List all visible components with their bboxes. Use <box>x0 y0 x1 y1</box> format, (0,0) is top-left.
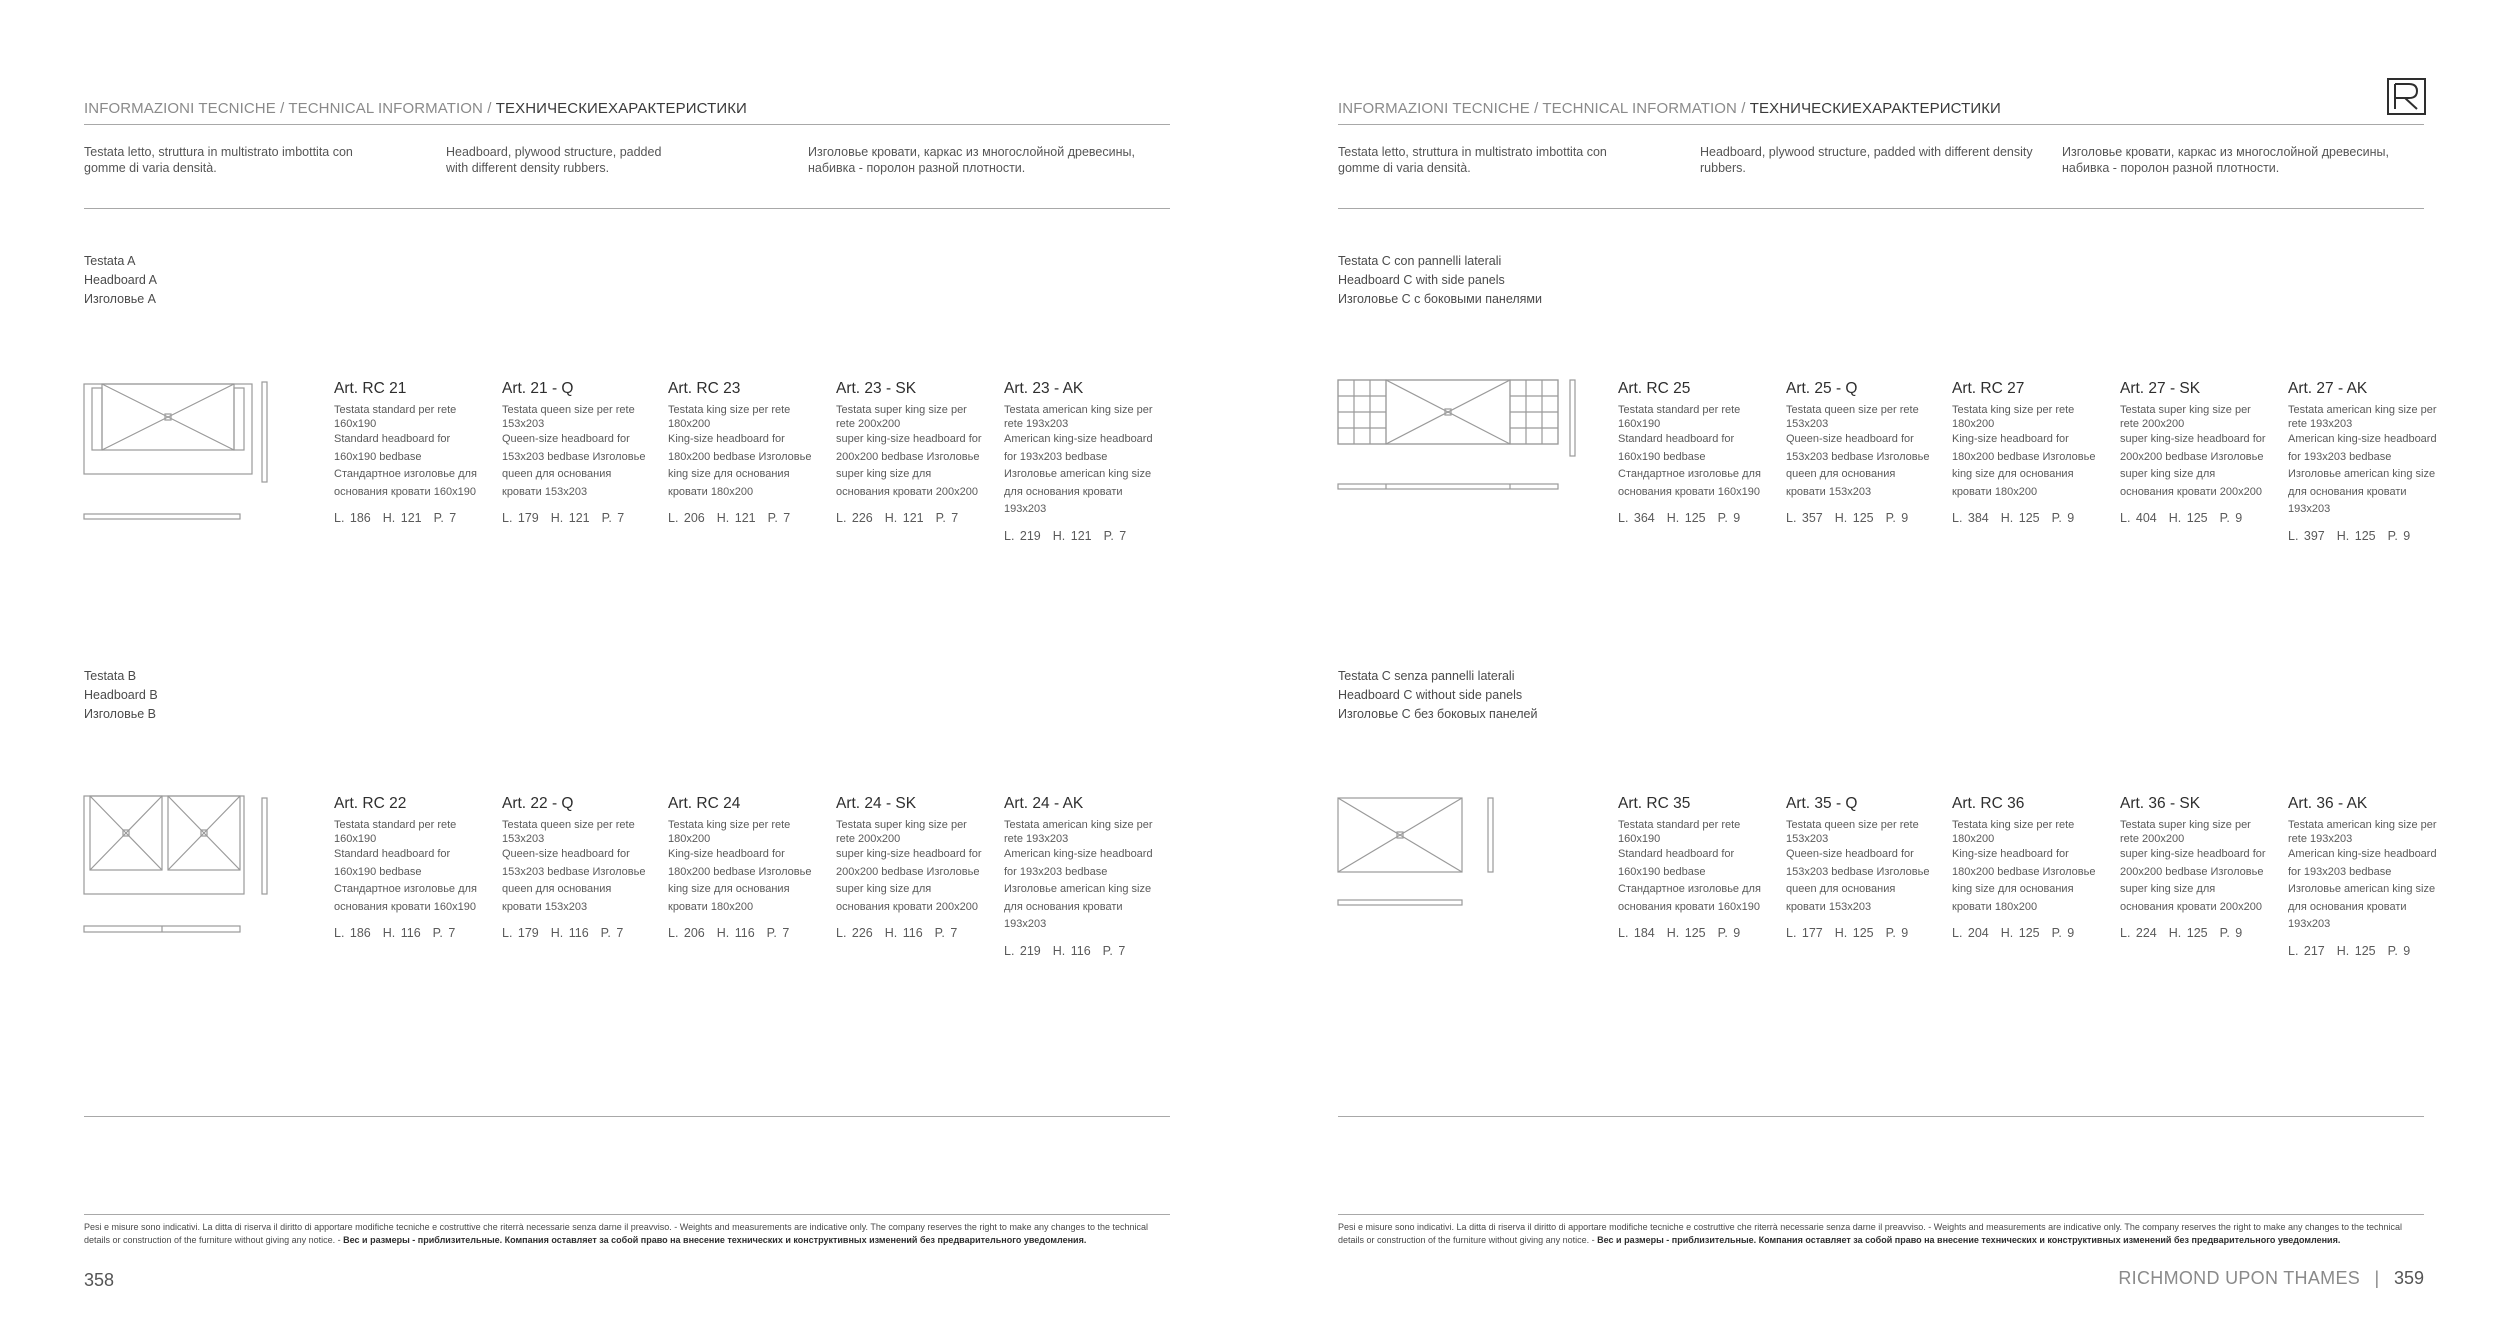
intro-it: Testata letto, struttura in multistrato imbottita con gomme di varia densità. <box>1338 145 1607 175</box>
article-title: Art. 36 - AK <box>2288 795 2368 812</box>
section-label-d <box>1338 667 1537 724</box>
article-dims <box>1786 926 1936 940</box>
article-desc-it: Testata queen size per rete 153x203 <box>1786 819 1919 845</box>
article-desc-it: Testata queen size per rete 153x203 <box>1786 404 1919 430</box>
article-title: Art. 23 - AK <box>1004 380 1084 397</box>
article-title: Art. RC 35 <box>1618 795 1691 812</box>
article-dims <box>668 511 818 525</box>
article-desc-it: Testata king size per rete 180x200 <box>1952 404 2075 430</box>
article-desc: King-size headboard for 180x200 bedbase Изголовье king size для основания кровати 180x200 <box>668 433 812 498</box>
dimension-value: L. 384 <box>1952 511 1989 526</box>
article-rc-23 <box>668 380 818 525</box>
article-title: Art. 27 - SK <box>2120 380 2201 397</box>
intro-divider <box>1338 208 2424 209</box>
dimension-value: P. 7 <box>433 511 457 526</box>
article-desc: Standard headboard for 160x190 bedbase Стандартное изголовье для основания кровати 160x190 <box>334 433 477 498</box>
dimension-value: H. 121 <box>1052 528 1092 543</box>
article-desc-it: Testata standard per rete 160x190 <box>334 819 457 845</box>
article-title: Art. 36 - SK <box>2120 795 2201 812</box>
article-desc: Queen-size headboard for 153x203 bedbase Изголовье queen для основания кровати 153x203 <box>502 433 646 498</box>
dimension-value: L. 206 <box>668 511 705 526</box>
dimension-value: H. 125 <box>2000 926 2040 941</box>
article-dims <box>334 511 484 525</box>
article-title: Art. 35 - Q <box>1786 795 1858 812</box>
article-desc: Queen-size headboard for 153x203 bedbase Изголовье queen для основания кровати 153x203 <box>1786 848 1930 913</box>
article-35-q <box>1786 795 1936 940</box>
dimension-value: P. 9 <box>2051 511 2075 526</box>
section-a-articles <box>0 380 1250 550</box>
dimension-value: H. 125 <box>2336 943 2376 958</box>
label-it: Testata C con pannelli laterali <box>1338 254 1502 268</box>
footnote-text-ru: Вес и размеры - приблизительные. Компания оставляет за собой право на внесение технических и конструктивных изменений без предварительного уведомления. <box>343 1235 1087 1245</box>
dimension-value: P. 9 <box>1717 511 1741 526</box>
dimension-value: H. 121 <box>716 511 756 526</box>
dimension-value: P. 9 <box>2387 528 2411 543</box>
article-23-ak <box>1004 380 1154 543</box>
article-rc-35 <box>1618 795 1768 940</box>
article-title: Art. RC 24 <box>668 795 741 812</box>
article-title: Art. 25 - Q <box>1786 380 1858 397</box>
article-dims <box>1618 511 1768 525</box>
footnote-divider <box>84 1214 1170 1215</box>
label-it: Testata A <box>84 254 136 268</box>
dimension-value: L. 364 <box>1618 511 1655 526</box>
article-desc: super king-size headboard for 200x200 bedbase Изголовье super king size для основания кровати 200x200 <box>836 433 982 498</box>
section-label-c <box>1338 252 1542 309</box>
section-label-a <box>84 252 157 309</box>
dimension-value: P. 9 <box>2219 926 2243 941</box>
dimension-value: H. 121 <box>884 511 924 526</box>
article-desc-it: Testata super king size per rete 200x200 <box>836 404 967 430</box>
label-it: Testata C senza pannelli laterali <box>1338 669 1515 683</box>
dimension-value: H. 121 <box>382 511 422 526</box>
dimension-value: H. 125 <box>1834 926 1874 941</box>
article-desc-it: Testata american king size per rete 193x203 <box>2288 819 2437 845</box>
article-dims <box>836 511 986 525</box>
article-dims <box>502 926 652 940</box>
footnote <box>1338 1221 2428 1247</box>
dimension-value: H. 116 <box>884 926 923 941</box>
footnote-text-ru: Вес и размеры - приблизительные. Компания оставляет за собой право на внесение технических и конструктивных изменений без предварительного уведомления. <box>1597 1235 2341 1245</box>
dimension-value: L. 186 <box>334 511 371 526</box>
article-desc: Standard headboard for 160x190 bedbase Стандартное изголовье для основания кровати 160x190 <box>1618 433 1761 498</box>
dimension-value: P. 7 <box>935 511 959 526</box>
article-rc-27 <box>1952 380 2102 525</box>
header-title-ru: ТЕХНИЧЕСКИЕХАРАКТЕРИСТИКИ <box>1749 100 2001 117</box>
article-dims <box>668 926 818 940</box>
article-dims <box>1952 511 2102 525</box>
article-desc-it: Testata super king size per rete 200x200 <box>836 819 967 845</box>
article-dims <box>1618 926 1768 940</box>
article-title: Art. 21 - Q <box>502 380 574 397</box>
article-desc-it: Testata standard per rete 160x190 <box>334 404 457 430</box>
dimension-value: L. 219 <box>1004 528 1041 543</box>
dimension-value: L. 404 <box>2120 511 2157 526</box>
dimension-value: H. 116 <box>382 926 421 941</box>
article-dims <box>502 511 652 525</box>
article-desc: Queen-size headboard for 153x203 bedbase Изголовье queen для основания кровати 153x203 <box>1786 433 1930 498</box>
section-label-b <box>84 667 158 724</box>
dimension-value: P. 9 <box>2051 926 2075 941</box>
article-dims <box>2120 926 2270 940</box>
dimension-value: H. 125 <box>2168 926 2208 941</box>
dimension-value: H. 125 <box>1666 926 1706 941</box>
article-21-q <box>502 380 652 525</box>
article-desc-it: Testata standard per rete 160x190 <box>1618 819 1741 845</box>
article-desc-it: Testata king size per rete 180x200 <box>668 404 791 430</box>
right-page <box>1250 0 2500 1334</box>
article-dims <box>2288 529 2438 543</box>
dimension-value: H. 125 <box>1834 511 1874 526</box>
dimension-value: L. 204 <box>1952 926 1989 941</box>
dimension-value: H. 121 <box>550 511 590 526</box>
article-desc: American king-size headboard for 193x203 bedbase Изголовье american king size для основания кровати 193x203 <box>1004 433 1153 516</box>
article-title: Art. 23 - SK <box>836 380 917 397</box>
label-en: Headboard A <box>84 273 157 287</box>
dimension-value: P. 7 <box>766 926 790 941</box>
article-desc-it: Testata standard per rete 160x190 <box>1618 404 1741 430</box>
content-divider <box>84 1116 1170 1117</box>
label-ru: Изголовье B <box>84 707 156 721</box>
content-divider <box>1338 1116 2424 1117</box>
article-desc: American king-size headboard for 193x203 bedbase Изголовье american king size для основания кровати 193x203 <box>1004 848 1153 931</box>
dimension-value: L. 186 <box>334 926 371 941</box>
dimension-value: H. 125 <box>2000 511 2040 526</box>
article-desc-it: Testata king size per rete 180x200 <box>1952 819 2075 845</box>
article-dims <box>1004 529 1154 543</box>
article-title: Art. RC 22 <box>334 795 407 812</box>
article-24-sk <box>836 795 986 940</box>
article-desc-it: Testata king size per rete 180x200 <box>668 819 791 845</box>
article-desc: King-size headboard for 180x200 bedbase Изголовье king size для основания кровати 180x200 <box>1952 848 2096 913</box>
dimension-value: P. 9 <box>1885 511 1909 526</box>
header-divider <box>1338 124 2424 125</box>
dimension-value: L. 217 <box>2288 943 2325 958</box>
label-ru: Изголовье C без боковых панелей <box>1338 707 1538 721</box>
article-rc-25 <box>1618 380 1768 525</box>
section-c-articles <box>1250 380 2500 550</box>
label-ru: Изголовье A <box>84 292 156 306</box>
dimension-value: P. 7 <box>1103 528 1127 543</box>
dimension-value: L. 179 <box>502 511 539 526</box>
header-title: INFORMAZIONI TECNICHE / TECHNICAL INFORMATION / <box>1338 100 1746 117</box>
label-it: Testata B <box>84 669 137 683</box>
dimension-value: P. 7 <box>934 926 958 941</box>
intro-it: Testata letto, struttura in multistrato imbottita con gomme di varia densità. <box>84 145 353 175</box>
article-27-sk <box>2120 380 2270 525</box>
dimension-value: L. 226 <box>836 511 873 526</box>
dimension-value: P. 9 <box>2219 511 2243 526</box>
dimension-value: P. 7 <box>601 511 625 526</box>
article-rc-36 <box>1952 795 2102 940</box>
article-desc-it: Testata queen size per rete 153x203 <box>502 819 635 845</box>
article-desc-it: Testata american king size per rete 193x203 <box>1004 404 1153 430</box>
article-desc: Standard headboard for 160x190 bedbase Стандартное изголовье для основания кровати 160x190 <box>1618 848 1761 913</box>
intro-ru: Изголовье кровати, каркас из многослойной древесины, набивка - поролон разной плотности. <box>808 145 1135 175</box>
intro-divider <box>84 208 1170 209</box>
brand-name: RICHMOND UPON THAMES <box>2118 1268 2361 1288</box>
article-dims <box>1786 511 1936 525</box>
article-desc-it: Testata american king size per rete 193x203 <box>2288 404 2437 430</box>
dimension-value: L. 397 <box>2288 528 2325 543</box>
article-25-q <box>1786 380 1936 525</box>
section-d-articles <box>1250 795 2500 965</box>
article-desc: King-size headboard for 180x200 bedbase Изголовье king size для основания кровати 180x200 <box>1952 433 2096 498</box>
section-b-articles <box>0 795 1250 965</box>
article-dims <box>836 926 986 940</box>
dimension-value: H. 125 <box>2168 511 2208 526</box>
article-dims <box>2120 511 2270 525</box>
dimension-value: L. 219 <box>1004 943 1041 958</box>
article-rc-24 <box>668 795 818 940</box>
dimension-value: L. 224 <box>2120 926 2157 941</box>
article-desc: American king-size headboard for 193x203 bedbase Изголовье american king size для основания кровати 193x203 <box>2288 433 2437 516</box>
article-desc-it: Testata queen size per rete 153x203 <box>502 404 635 430</box>
header-title: INFORMAZIONI TECNICHE / TECHNICAL INFORMATION / <box>84 100 492 117</box>
article-title: Art. 24 - SK <box>836 795 917 812</box>
section-header <box>1338 100 2001 117</box>
footnote <box>84 1221 1174 1247</box>
article-dims <box>1004 944 1154 958</box>
dimension-value: H. 116 <box>1052 943 1091 958</box>
label-en: Headboard C with side panels <box>1338 273 1505 287</box>
dimension-value: L. 206 <box>668 926 705 941</box>
dimension-value: L. 184 <box>1618 926 1655 941</box>
article-36-sk <box>2120 795 2270 940</box>
dimension-value: L. 226 <box>836 926 873 941</box>
article-desc-it: Testata american king size per rete 193x203 <box>1004 819 1153 845</box>
article-27-ak <box>2288 380 2438 543</box>
page-footer <box>2118 1268 2424 1289</box>
article-dims <box>1952 926 2102 940</box>
footer-separator: | <box>2374 1268 2380 1288</box>
article-title: Art. RC 27 <box>1952 380 2025 397</box>
article-dims <box>2288 944 2438 958</box>
article-desc: super king-size headboard for 200x200 bedbase Изголовье super king size для основания кровати 200x200 <box>836 848 982 913</box>
article-desc: super king-size headboard for 200x200 bedbase Изголовье super king size для основания кровати 200x200 <box>2120 433 2266 498</box>
article-24-ak <box>1004 795 1154 958</box>
article-desc: King-size headboard for 180x200 bedbase Изголовье king size для основания кровати 180x200 <box>668 848 812 913</box>
article-dims <box>334 926 484 940</box>
dimension-value: H. 125 <box>2336 528 2376 543</box>
dimension-value: P. 7 <box>432 926 456 941</box>
label-ru: Изголовье C с боковыми панелями <box>1338 292 1543 306</box>
article-rc-21 <box>334 380 484 525</box>
article-desc: super king-size headboard for 200x200 bedbase Изголовье super king size для основания кровати 200x200 <box>2120 848 2266 913</box>
footnote-divider <box>1338 1214 2424 1215</box>
article-desc-it: Testata super king size per rete 200x200 <box>2120 819 2251 845</box>
label-en: Headboard C without side panels <box>1338 688 1523 702</box>
dimension-value: P. 7 <box>600 926 624 941</box>
label-en: Headboard B <box>84 688 158 702</box>
intro-en: Headboard, plywood structure, padded with different density rubbers. <box>1700 145 2033 175</box>
article-title: Art. RC 36 <box>1952 795 2025 812</box>
header-divider <box>84 124 1170 125</box>
intro-en: Headboard, plywood structure, padded with different density rubbers. <box>446 145 662 175</box>
article-22-q <box>502 795 652 940</box>
dimension-value: H. 125 <box>1666 511 1706 526</box>
article-title: Art. 27 - AK <box>2288 380 2368 397</box>
brand-monogram-icon <box>2387 78 2427 116</box>
intro-ru: Изголовье кровати, каркас из многослойной древесины, набивка - поролон разной плотности. <box>2062 145 2389 175</box>
header-title-ru: ТЕХНИЧЕСКИЕХАРАКТЕРИСТИКИ <box>495 100 747 117</box>
article-title: Art. RC 25 <box>1618 380 1691 397</box>
dimension-value: L. 357 <box>1786 511 1823 526</box>
article-23-sk <box>836 380 986 525</box>
page-number: 358 <box>84 1270 115 1290</box>
dimension-value: L. 179 <box>502 926 539 941</box>
article-desc-it: Testata super king size per rete 200x200 <box>2120 404 2251 430</box>
page-number: 359 <box>2393 1268 2424 1288</box>
dimension-value: P. 9 <box>1885 926 1909 941</box>
dimension-value: P. 9 <box>1717 926 1741 941</box>
dimension-value: H. 116 <box>550 926 589 941</box>
footnote-text: Pesi e misure sono indicativi. La ditta di riserva il diritto di apportare modifiche tecniche e costruttive che riterrà necessarie senza darne il preavviso. - Weights and measurements are indicative only. The company reserves the right to make any changes to the technical details or construction of the furniture without giving any notice. - <box>1338 1222 2403 1245</box>
article-desc: Queen-size headboard for 153x203 bedbase Изголовье queen для основания кровати 153x203 <box>502 848 646 913</box>
dimension-value: P. 9 <box>2387 943 2411 958</box>
article-desc: American king-size headboard for 193x203 bedbase Изголовье american king size для основания кровати 193x203 <box>2288 848 2437 931</box>
article-title: Art. RC 23 <box>668 380 741 397</box>
article-desc: Standard headboard for 160x190 bedbase Стандартное изголовье для основания кровати 160x190 <box>334 848 477 913</box>
article-rc-22 <box>334 795 484 940</box>
article-title: Art. RC 21 <box>334 380 407 397</box>
dimension-value: H. 116 <box>716 926 755 941</box>
section-header <box>84 100 747 117</box>
article-title: Art. 24 - AK <box>1004 795 1084 812</box>
article-title: Art. 22 - Q <box>502 795 574 812</box>
footnote-text: Pesi e misure sono indicativi. La ditta di riserva il diritto di apportare modifiche tecniche e costruttive che riterrà necessarie senza darne il preavviso. - Weights and measurements are indicative only. The company reserves the right to make any changes to the technical details or construction of the furniture without giving any notice. - <box>84 1222 1149 1245</box>
dimension-value: P. 7 <box>1102 943 1126 958</box>
article-36-ak <box>2288 795 2438 958</box>
dimension-value: L. 177 <box>1786 926 1823 941</box>
dimension-value: P. 7 <box>767 511 791 526</box>
